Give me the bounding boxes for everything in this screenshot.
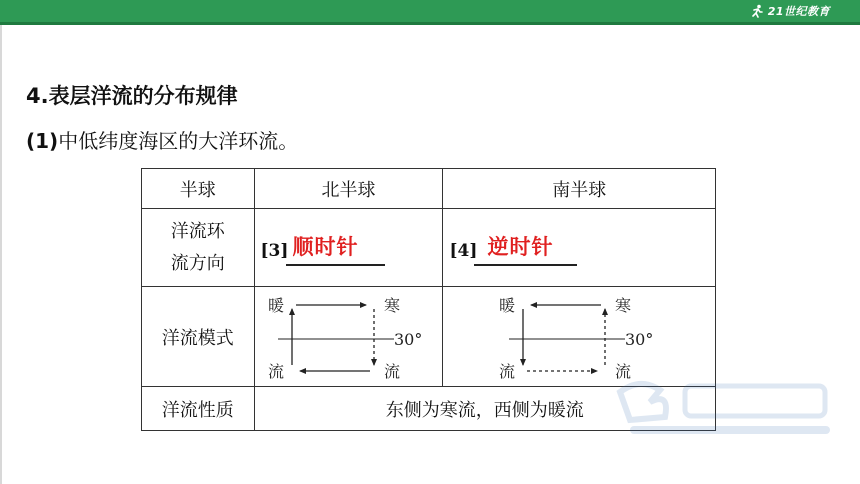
south-direction-cell [443,209,716,287]
south-flow-right-label: 流 [615,361,632,381]
north-flow-right-label: 流 [384,361,401,381]
top-banner [0,0,860,22]
south-latitude-label: 30° [625,329,654,349]
subtitle-number: (1) [26,129,59,153]
north-blank-number: [3] [260,241,289,261]
ocean-current-table [141,168,716,431]
south-blank-number: [4] [449,241,478,261]
north-answer: 顺时针 [292,235,359,259]
table-header-row [142,169,716,209]
north-cold-label: 寒 [384,295,401,315]
header-northern: 北半球 [254,169,443,209]
left-divider [0,25,2,484]
north-gyre-diagram [258,289,438,385]
table-row-model [142,287,716,387]
property-value: 东侧为寒流，西侧为暖流 [254,387,716,431]
south-warm-label: 暖 [499,295,516,315]
section-subtitle [26,128,298,154]
model-label: 洋流模式 [142,287,255,387]
brand-logo [750,3,830,19]
direction-label [142,209,255,287]
north-model-cell [254,287,443,387]
top-banner-rule [0,22,860,25]
table-row-property [142,387,716,431]
section-title: 4.表层洋流的分布规律 [26,84,238,108]
north-flow-left-label: 流 [268,361,285,381]
header-southern: 南半球 [443,169,716,209]
north-answer-underline [286,264,385,266]
south-answer: 逆时针 [487,235,554,259]
property-label: 洋流性质 [142,387,255,431]
subtitle-text: 中低纬度海区的大洋环流。 [58,129,299,153]
runner-logo-icon [750,4,764,18]
south-model-cell [443,287,716,387]
brand-logo-text: 21世纪教育 [767,5,830,18]
south-flow-left-label: 流 [499,361,516,381]
direction-label-line1: 洋流环 [170,220,225,242]
north-warm-label: 暖 [268,295,285,315]
north-latitude-label: 30° [394,329,423,349]
south-cold-label: 寒 [615,295,632,315]
direction-label-line2: 流方向 [170,252,225,274]
south-answer-underline [474,264,577,266]
header-hemisphere: 半球 [142,169,255,209]
south-gyre-diagram [489,289,669,385]
table-row-direction [142,209,716,287]
north-direction-cell [254,209,443,287]
